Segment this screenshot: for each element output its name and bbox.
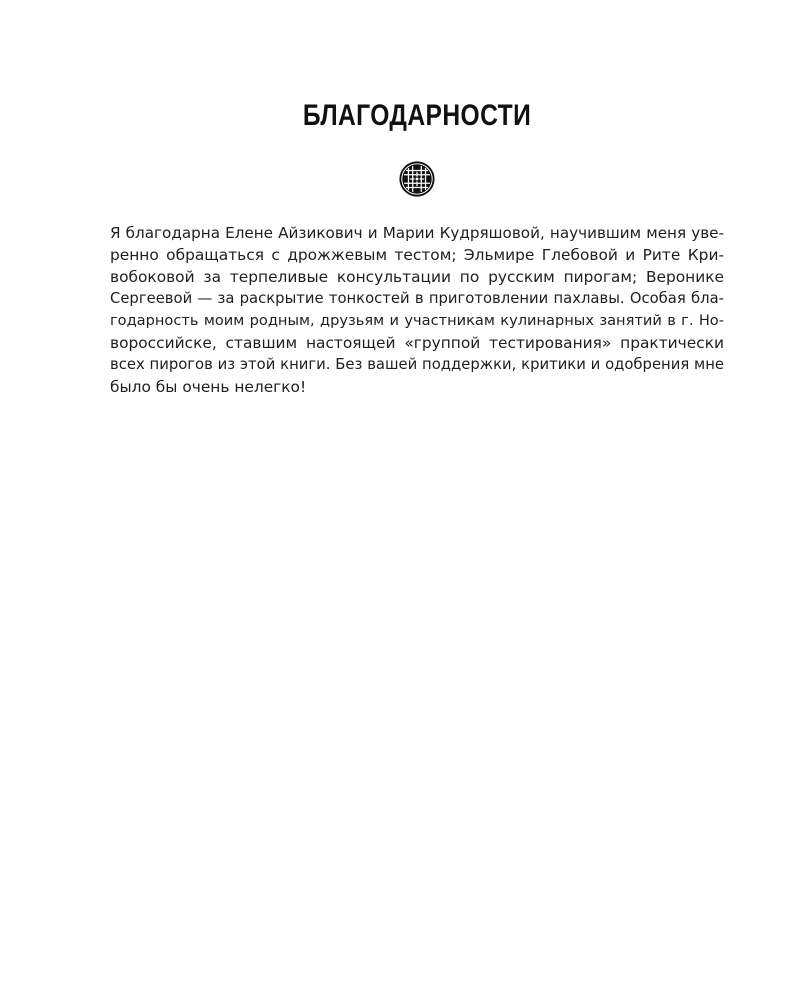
paragraph-line-7: всех пирогов из этой книги. Без вашей поддержки, критики и одобрения мне bbox=[110, 356, 724, 373]
paragraph-line-3: вобоковой за терпеливые консультации по русским пирогам; Веронике bbox=[110, 268, 724, 286]
paragraph-line-2: ренно обращаться с дрожжевым тестом; Эльмире Глебовой и Рите Кри- bbox=[110, 246, 724, 264]
celtic-knot-ornament-icon bbox=[398, 160, 436, 198]
acknowledgements-paragraph bbox=[110, 222, 724, 398]
paragraph-line-4: Сергеевой — за раскрытие тонкостей в приготовлении пахлавы. Особая бла- bbox=[110, 290, 724, 307]
paragraph-line-5: годарность моим родным, друзьям и участникам кулинарных занятий в г. Но- bbox=[110, 312, 724, 329]
paragraph-line-8: было бы очень нелегко! bbox=[110, 378, 307, 396]
paragraph-line-6: вороссийске, ставшим настоящей «группой тестирования» практически bbox=[110, 334, 724, 352]
page-title: БЛАГОДАРНОСТИ bbox=[302, 99, 532, 132]
paragraph-line-1: Я благодарна Елене Айзикович и Марии Кудряшовой, научившим меня уве- bbox=[110, 224, 724, 242]
